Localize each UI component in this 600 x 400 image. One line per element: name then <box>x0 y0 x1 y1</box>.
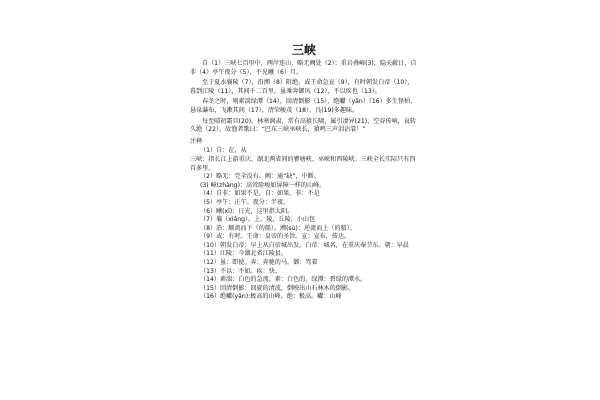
note-item: 三峡：指长江上游重庆、湖北两省间的瞿塘峡、巫峡和西陵峡。三峡全长实际只有四百多里。 <box>190 155 416 172</box>
note-item: （15）回清倒影：回旋的清波，倒映出山石林木的倒影。 <box>200 284 355 292</box>
note-item: （10）朝发白帝：早上从白帝城出发。白帝：城名，在重庆奉节东。朝：早晨 <box>200 241 409 249</box>
paragraph: 春冬之时，则素湍绿潭（14），回清倒影（15），绝巘（yǎn）（16）多生怪柏，悬泉瀑布，飞漱其间（17），清荣峻茂（18），良(19)多趣味。 <box>190 98 417 114</box>
document-title: 三峡 <box>291 43 316 57</box>
note-item: （4）自非：如果不是。自：如果。非：不是 <box>200 190 320 198</box>
note-item: （7）襄（xiāng），上。陵，丘陵，小山包 <box>200 216 316 224</box>
note-item: （12）虽：即使。奔：奔驰的马。御：驾着 <box>200 259 318 267</box>
note-item: （6）曦(xī)：日光，这里指太阳。 <box>200 207 294 215</box>
note-item: （11）江陵：今湖北省江陵县。 <box>200 250 287 258</box>
note-item: （9）或：有时。王命：皇帝的圣旨。宣：宣布，传达。 <box>200 233 351 241</box>
note-item: （16）绝巘(yǎn):极高的山峰。绝：极高。巘：山峰 <box>200 293 342 301</box>
note-item: （5）亭午：正午。夜分：半夜。 <box>200 198 290 206</box>
paragraph: 至于夏水襄陵（7），沿溯（8）阻绝。或王命急宣（9），有时朝发白帝（10），暮到江陵（11），其间千二百里，虽乘奔御风（12），不以疾也（13）。 <box>190 79 414 95</box>
paragraph: 每至晴初霜旦(20)，林寒涧肃，常有高猿长啸，属引凄异(21)，空谷传响，哀转久绝（22）。故渔者歌曰：“巴东三峡巫峡长，猿鸣三声泪沾裳！” <box>190 117 416 134</box>
note-item: (3) 嶂(zhàng)：高耸险峻如屏障一样的山峰。 <box>200 181 326 189</box>
document-body <box>190 42 418 302</box>
note-item: （8）沿：顺流而下（的船）。溯(sù)：逆流而上（的船）。 <box>200 224 356 232</box>
note-item: （13）不以：不如。疾：快。 <box>200 267 281 275</box>
note-item: （1）自：在，从 <box>200 147 247 155</box>
paragraph: 自（1）三峡七百里中，两岸连山，略无阙处（2）；重岩叠嶂(3)，隐天蔽日，自非（4）亭午夜分（5），不见曦（6）月。 <box>190 60 417 76</box>
note-item: （14）素湍：白色的急流。素：白色的。绿潭：碧绿的潭水。 <box>200 276 367 284</box>
note-item: （2）略无：完全没有。阙：通“缺”，中断。 <box>200 173 320 181</box>
notes-heading: 注释 <box>190 137 203 145</box>
